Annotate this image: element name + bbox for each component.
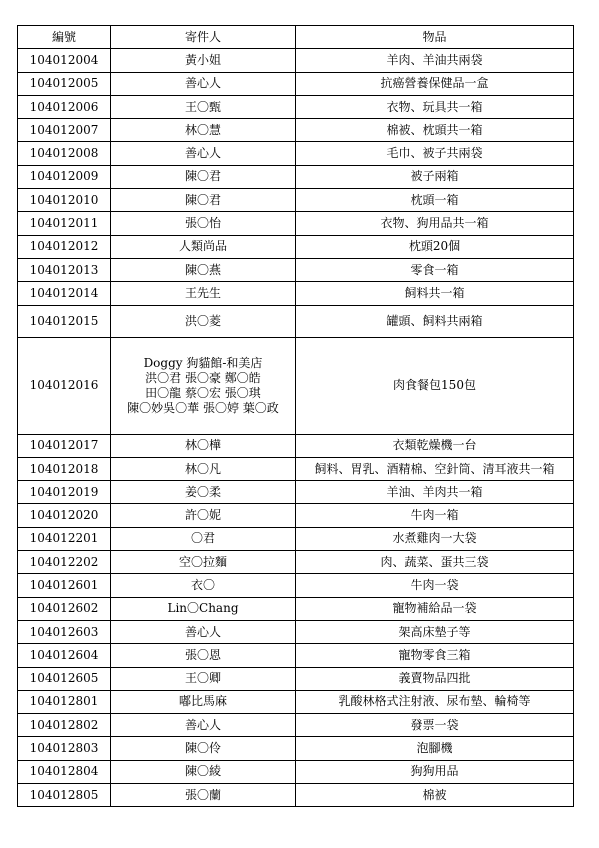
- sender-line: 衣〇: [190, 577, 215, 592]
- cell-items: 被子兩箱: [296, 165, 574, 188]
- table-row: [18, 258, 574, 281]
- cell-sender: [111, 49, 296, 72]
- table-row: [18, 142, 574, 165]
- cell-sender: [111, 574, 296, 597]
- sender-line: 張〇恩: [184, 647, 221, 662]
- table-row: [18, 49, 574, 72]
- cell-items: 衣類乾燥機一台: [296, 434, 574, 457]
- cell-sender: [111, 504, 296, 527]
- cell-sender: [111, 784, 296, 807]
- cell-sender: [111, 527, 296, 550]
- table-row: [18, 434, 574, 457]
- donation-table: [17, 25, 574, 807]
- cell-sender: [111, 667, 296, 690]
- table-row: [18, 481, 574, 504]
- sender-line: 黃小姐: [184, 52, 221, 67]
- table-row: [18, 527, 574, 550]
- cell-items: 肉、蔬菜、蛋共三袋: [296, 551, 574, 574]
- cell-sender: [111, 481, 296, 504]
- table-row: [18, 504, 574, 527]
- cell-id: 104012201: [18, 527, 111, 550]
- cell-items: 羊油、羊肉共一箱: [296, 481, 574, 504]
- sender-line: 陳〇伶: [184, 741, 221, 756]
- cell-items: 架高床墊子等: [296, 620, 574, 643]
- table-row: [18, 690, 574, 713]
- table-row: [18, 235, 574, 258]
- table-row: [18, 597, 574, 620]
- sender-line: Lin〇Chang: [167, 601, 239, 616]
- cell-items: 毛巾、被子共兩袋: [296, 142, 574, 165]
- sender-line: 林〇樺: [184, 438, 221, 453]
- cell-items: 枕頭20個: [296, 235, 574, 258]
- cell-id: 104012015: [18, 305, 111, 337]
- cell-sender: [111, 620, 296, 643]
- cell-sender: [111, 212, 296, 235]
- cell-sender: [111, 760, 296, 783]
- cell-items: 乳酸林格式注射液、尿布墊、輪椅等: [296, 690, 574, 713]
- cell-sender: [111, 95, 296, 118]
- cell-id: 104012801: [18, 690, 111, 713]
- table-row: [18, 667, 574, 690]
- table-row: [18, 551, 574, 574]
- cell-sender: [111, 434, 296, 457]
- cell-id: 104012805: [18, 784, 111, 807]
- table-row: [18, 212, 574, 235]
- cell-id: 104012013: [18, 258, 111, 281]
- cell-items: 飼料共一箱: [296, 282, 574, 305]
- sender-line: 洪〇君 張〇豪 鄭〇皓: [145, 370, 261, 385]
- cell-id: 104012602: [18, 597, 111, 620]
- cell-items: 衣物、玩具共一箱: [296, 95, 574, 118]
- cell-items: 飼料、胃乳、酒精棉、空針筒、清耳液共一箱: [296, 457, 574, 480]
- cell-id: 104012010: [18, 189, 111, 212]
- header-items: 物品: [296, 26, 574, 49]
- cell-items: 牛肉一箱: [296, 504, 574, 527]
- sender-line: 陳〇君: [184, 192, 221, 207]
- cell-id: 104012018: [18, 457, 111, 480]
- sender-line: 張〇蘭: [184, 787, 221, 802]
- sender-line: 姜〇柔: [184, 484, 221, 499]
- table-row: [18, 95, 574, 118]
- sender-line: 陳〇君: [184, 169, 221, 184]
- sender-line: 張〇怡: [184, 216, 221, 231]
- cell-id: 104012008: [18, 142, 111, 165]
- cell-sender: [111, 690, 296, 713]
- cell-sender: [111, 142, 296, 165]
- cell-items: 零食一箱: [296, 258, 574, 281]
- cell-id: 104012005: [18, 72, 111, 95]
- cell-id: 104012004: [18, 49, 111, 72]
- sender-line: 田〇龍 蔡〇宏 張〇琪: [145, 385, 261, 400]
- cell-items: 棉被: [296, 784, 574, 807]
- sender-line: 善心人: [184, 76, 221, 91]
- cell-id: 104012603: [18, 620, 111, 643]
- cell-sender: [111, 235, 296, 258]
- cell-items: 枕頭一箱: [296, 189, 574, 212]
- cell-sender: [111, 119, 296, 142]
- cell-id: 104012020: [18, 504, 111, 527]
- sender-line: 王先生: [184, 285, 221, 300]
- cell-sender: [111, 737, 296, 760]
- cell-sender: [111, 644, 296, 667]
- table-row: [18, 305, 574, 337]
- cell-id: 104012802: [18, 714, 111, 737]
- cell-id: 104012604: [18, 644, 111, 667]
- table-row: [18, 737, 574, 760]
- cell-sender: [111, 72, 296, 95]
- cell-id: 104012011: [18, 212, 111, 235]
- cell-id: 104012601: [18, 574, 111, 597]
- header-row: [18, 26, 574, 49]
- cell-items: 寵物補給品一袋: [296, 597, 574, 620]
- sender-line: 陳〇綾: [184, 764, 221, 779]
- cell-sender: [111, 165, 296, 188]
- cell-items: 棉被、枕頭共一箱: [296, 119, 574, 142]
- cell-sender: [111, 457, 296, 480]
- table-row: [18, 72, 574, 95]
- table-row: [18, 574, 574, 597]
- cell-sender: [111, 258, 296, 281]
- cell-items: 發票一袋: [296, 714, 574, 737]
- cell-items: 狗狗用品: [296, 760, 574, 783]
- table-row: [18, 620, 574, 643]
- cell-items: 羊肉、羊油共兩袋: [296, 49, 574, 72]
- cell-items: 寵物零食三箱: [296, 644, 574, 667]
- cell-id: 104012007: [18, 119, 111, 142]
- cell-items: 義賣物品四批: [296, 667, 574, 690]
- cell-id: 104012019: [18, 481, 111, 504]
- cell-id: 104012017: [18, 434, 111, 457]
- cell-items: 肉食餐包150包: [296, 337, 574, 434]
- table-body: [18, 49, 574, 807]
- table-row: [18, 714, 574, 737]
- sender-line: 嘟比馬麻: [178, 694, 227, 709]
- sender-line: 洪〇菱: [184, 313, 221, 328]
- cell-id: 104012006: [18, 95, 111, 118]
- cell-id: 104012605: [18, 667, 111, 690]
- sender-line: Doggy 狗貓館-和美店: [143, 355, 263, 370]
- sender-line: 王〇甄: [184, 99, 221, 114]
- cell-sender: [111, 305, 296, 337]
- header-sender: 寄件人: [111, 26, 296, 49]
- cell-items: 牛肉一袋: [296, 574, 574, 597]
- sender-line: 王〇卿: [184, 671, 221, 686]
- cell-sender: [111, 714, 296, 737]
- cell-items: 抗癌營養保健品一盒: [296, 72, 574, 95]
- cell-sender: [111, 282, 296, 305]
- cell-id: 104012803: [18, 737, 111, 760]
- cell-items: 罐頭、飼料共兩箱: [296, 305, 574, 337]
- table-row: [18, 457, 574, 480]
- sender-line: 善心人: [184, 624, 221, 639]
- cell-sender: [111, 551, 296, 574]
- table-row: [18, 119, 574, 142]
- table-row: [18, 337, 574, 434]
- table-row: [18, 644, 574, 667]
- table-row: [18, 760, 574, 783]
- cell-id: 104012009: [18, 165, 111, 188]
- cell-items: 泡腳機: [296, 737, 574, 760]
- cell-sender: [111, 189, 296, 212]
- sender-line: 善心人: [184, 146, 221, 161]
- table-row: [18, 784, 574, 807]
- cell-id: 104012012: [18, 235, 111, 258]
- cell-sender: [111, 597, 296, 620]
- cell-id: 104012804: [18, 760, 111, 783]
- sender-line: 人類尚品: [178, 239, 227, 254]
- cell-id: 104012016: [18, 337, 111, 434]
- sender-line: 〇君: [190, 531, 215, 546]
- sender-line: 善心人: [184, 717, 221, 732]
- sender-line: 林〇凡: [184, 461, 221, 476]
- sender-line: 陳〇燕: [184, 262, 221, 277]
- cell-items: 衣物、狗用品共一箱: [296, 212, 574, 235]
- cell-items: 水煮雞肉一大袋: [296, 527, 574, 550]
- sender-line: 陳〇妙吳〇華 張〇婷 葉〇政: [127, 400, 279, 415]
- table-row: [18, 189, 574, 212]
- sender-line: 林〇慧: [184, 122, 221, 137]
- table-row: [18, 282, 574, 305]
- cell-sender: [111, 337, 296, 434]
- table-row: [18, 165, 574, 188]
- cell-id: 104012202: [18, 551, 111, 574]
- sender-line: 許〇妮: [184, 508, 221, 523]
- sender-line: 空〇拉麵: [178, 554, 227, 569]
- header-id: 編號: [18, 26, 111, 49]
- cell-id: 104012014: [18, 282, 111, 305]
